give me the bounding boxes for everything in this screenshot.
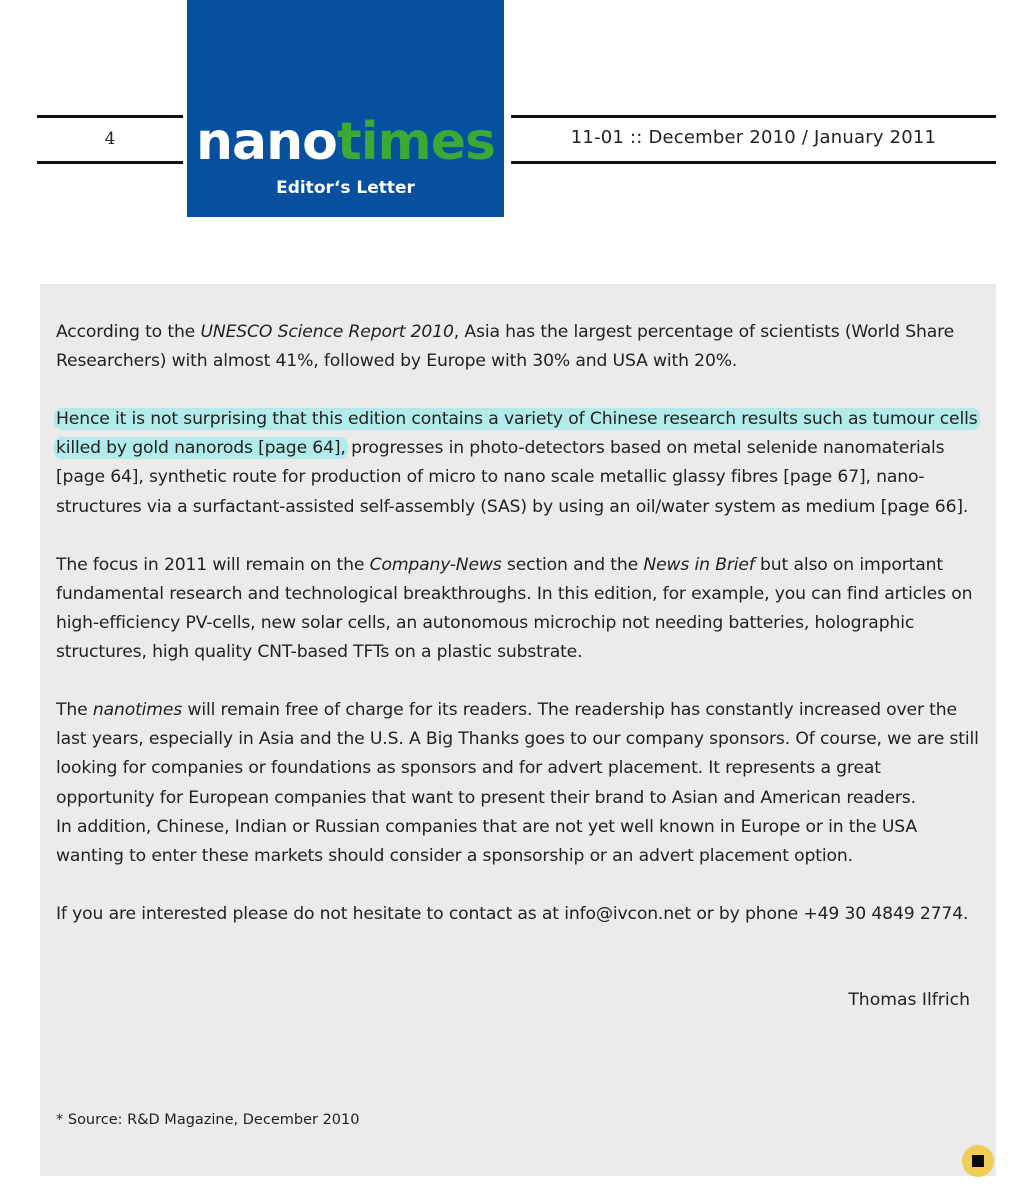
text: section and the — [501, 554, 644, 575]
text: . — [963, 903, 969, 924]
page-number: 4 — [104, 129, 116, 149]
header-rule-right-bottom — [511, 161, 996, 164]
text: If you are interested please do not hesitate to contact as at — [56, 903, 565, 924]
editors-letter — [40, 284, 996, 1176]
paragraph-3 — [56, 551, 980, 667]
text: but also on important fundamental research and technological breakthroughs. In this edition, for example, you can find articles on high-efficiency PV-cells, new solar cells, an autonomous microchip not needing batteries, holographic structures, high quality CNT-based TFTs on a plastic substrate. — [56, 554, 973, 663]
text: , Asia has the largest percentage of scientists (World Share Researchers) with almost 41%, followed by Europe with 30% and USA with 20%. — [56, 322, 955, 372]
nanotimes-logo — [187, 0, 504, 217]
stop-button[interactable] — [962, 1145, 994, 1177]
header-rule-right-top — [511, 115, 996, 118]
contact-phone: +49 30 4849 2774 — [803, 903, 963, 924]
text: The — [56, 700, 93, 721]
section-name-company-news: Company-News — [369, 554, 502, 575]
stop-square-icon — [972, 1155, 984, 1167]
publication-name: nanotimes — [92, 700, 183, 721]
text: will remain free of charge for its readers. The readership has constantly increased over the last years, especially in Asia and the U.S. A Big Thanks goes to our company sponsors. Of course, we are still looking for companies or foundations as sponsors and for advert placement. It represents a great opportunity for European companies that want to present their brand to Asian and American readers. — [56, 700, 979, 808]
text: In addition, Chinese, Indian or Russian companies that are not yet well known in Europe or in the USA wanting to enter these markets should consider a sponsorship or an advert placement option. — [56, 816, 917, 866]
footnote: * Source: R&D Magazine, December 2010 — [56, 1112, 360, 1128]
header-rule-left-bottom — [37, 161, 183, 164]
issue-info: 11-01 :: December 2010 / January 2011 — [570, 127, 937, 148]
paragraph-2 — [56, 405, 980, 521]
logo-word-times: times — [336, 112, 495, 172]
paragraph-5 — [56, 900, 980, 929]
text: According to the — [56, 322, 201, 342]
text: progresses in photo-detectors based on metal selenide nanomaterials [page 64], synthetic route for production of micro to nano scale metallic glassy fibres [page 67], nanostructures via a surfactant-assisted self-assembly (SAS) by using an oil/water system as medium [page 66]. — [56, 438, 969, 517]
logo-wordmark — [187, 112, 504, 172]
paragraph-4 — [56, 696, 980, 871]
highlighted-text[interactable]: Hence it is not surprising that this edition contains a variety of Chinese research results such as tumour cells killed by gold nanorods [page 64], — [56, 409, 978, 459]
contact-email[interactable]: info@ivcon.net — [564, 903, 692, 924]
text: The focus in 2011 will remain on the — [56, 554, 370, 575]
section-title: Editor‘s Letter — [276, 178, 415, 198]
signature: Thomas Ilfrich — [848, 990, 970, 1010]
logo-word-nano: nano — [196, 112, 337, 172]
section-name-news-in-brief: News in Brief — [643, 554, 755, 575]
text: or by phone — [691, 903, 804, 924]
letter-body — [56, 318, 980, 958]
paragraph-1 — [56, 318, 980, 376]
report-title: UNESCO Science Report 2010 — [200, 322, 454, 342]
header-rule-left-top — [37, 115, 183, 118]
